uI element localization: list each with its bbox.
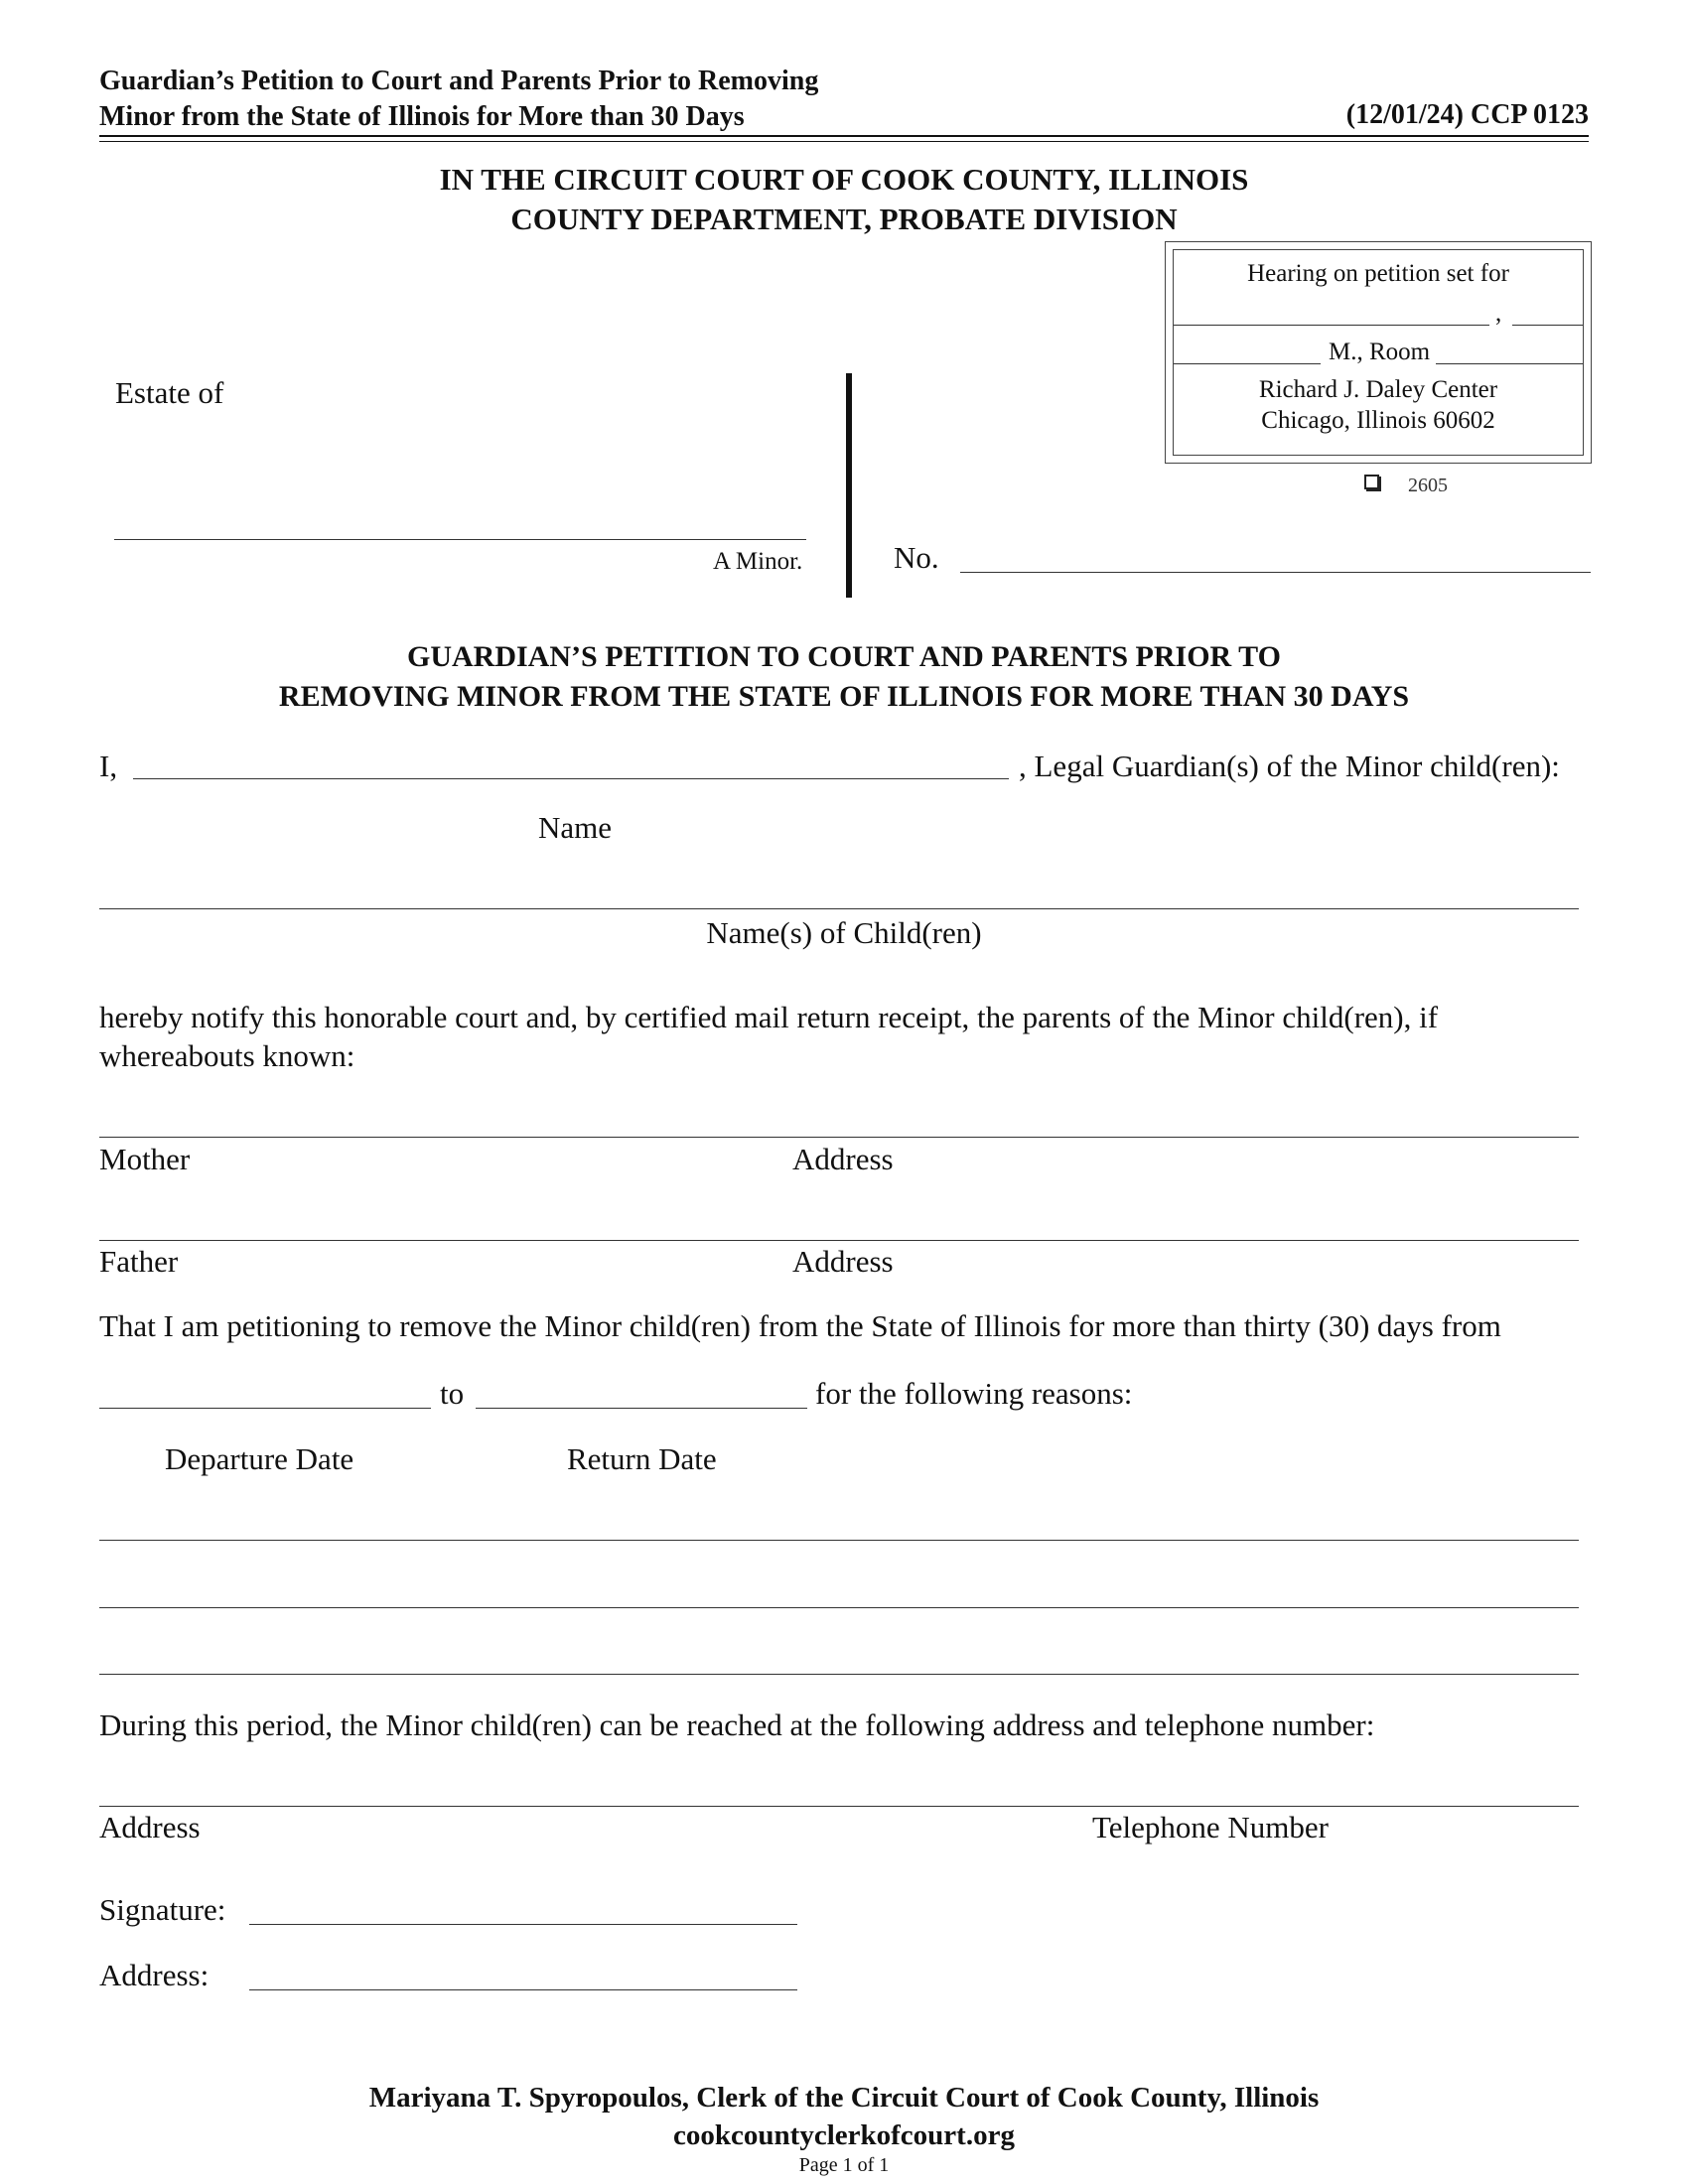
hearing-location-line2: Chicago, Illinois 60602 — [1261, 407, 1495, 434]
document-title-line2: REMOVING MINOR FROM THE STATE OF ILLINOIS FOR MORE THAN 30 DAYS — [278, 680, 1410, 713]
form-header-title-line1: Guardian’s Petition to Court and Parents Prior to Removing — [99, 66, 819, 96]
code-checkbox[interactable] — [1364, 475, 1379, 489]
departure-date-caption: Departure Date — [165, 1441, 354, 1476]
checkbox-code: 2605 — [1408, 475, 1448, 496]
mother-address-label: Address — [792, 1142, 894, 1176]
father-label: Father — [99, 1244, 179, 1279]
signature-label: Signature: — [99, 1892, 226, 1927]
departure-date-field[interactable] — [99, 1408, 431, 1409]
petition-text: That I am petitioning to remove the Minor child(ren) from the State of Illinois for more than thirty (30) days from — [99, 1308, 1501, 1343]
hearing-m-room: M., Room — [1329, 339, 1431, 365]
header-rule-thick — [99, 135, 1589, 137]
minor-name-field[interactable] — [114, 539, 806, 540]
hearing-year-field[interactable] — [1512, 325, 1583, 326]
father-address-label: Address — [792, 1244, 894, 1279]
reason-line-2[interactable] — [99, 1607, 1579, 1608]
form-id: (12/01/24) CCP 0123 — [1345, 99, 1589, 130]
father-field[interactable] — [99, 1240, 1579, 1241]
signature-field[interactable] — [249, 1924, 797, 1925]
footer-page-number: Page 1 of 1 — [798, 2154, 890, 2176]
a-minor-label: A Minor. — [713, 548, 803, 575]
name-caption: Name — [538, 810, 613, 845]
notify-text-line2: whereabouts known: — [99, 1038, 355, 1073]
case-number-field[interactable] — [960, 572, 1591, 573]
reasons-text: for the following reasons: — [815, 1376, 1133, 1411]
caption-divider — [846, 373, 852, 598]
signer-address-field[interactable] — [249, 1989, 797, 1990]
contact-address-field[interactable] — [99, 1806, 1579, 1807]
reached-text: During this period, the Minor child(ren) can be reached at the following address and telephone number: — [99, 1707, 1375, 1742]
form-header-title-line2: Minor from the State of Illinois for More than 30 Days — [99, 101, 745, 132]
children-caption: Name(s) of Child(ren) — [706, 915, 982, 950]
hearing-heading: Hearing on petition set for — [1247, 260, 1509, 287]
document-title-line1: GUARDIAN’S PETITION TO COURT AND PARENTS PRIOR TO — [407, 640, 1281, 673]
court-name-line1: IN THE CIRCUIT COURT OF COOK COUNTY, ILLINOIS — [439, 162, 1249, 197]
hearing-location-line1: Richard J. Daley Center — [1258, 376, 1498, 403]
reason-line-1[interactable] — [99, 1540, 1579, 1541]
signer-address-label: Address: — [99, 1958, 210, 1992]
guardian-name-field[interactable] — [133, 778, 1009, 779]
return-date-caption: Return Date — [567, 1441, 717, 1476]
to-word: to — [440, 1376, 465, 1411]
footer-clerk: Mariyana T. Spyropoulos, Clerk of the Circuit Court of Cook County, Illinois — [368, 2082, 1320, 2114]
form-header-title — [99, 64, 818, 135]
hearing-comma: , — [1495, 300, 1502, 327]
telephone-label: Telephone Number — [1092, 1810, 1329, 1844]
footer-website: cookcountyclerkofcourt.org — [673, 2119, 1015, 2151]
guardian-suffix: , Legal Guardian(s) of the Minor child(ren): — [1019, 749, 1560, 783]
return-date-field[interactable] — [476, 1408, 807, 1409]
mother-field[interactable] — [99, 1137, 1579, 1138]
header-rule-thin — [99, 141, 1589, 142]
court-name-line2: COUNTY DEPARTMENT, PROBATE DIVISION — [510, 202, 1178, 236]
hearing-time-field[interactable] — [1174, 363, 1321, 364]
notify-text-line1: hereby notify this honorable court and, by certified mail return receipt, the parents of the Minor child(ren), if — [99, 1000, 1439, 1034]
case-number-label: No. — [894, 540, 939, 575]
children-names-field[interactable] — [99, 908, 1579, 909]
mother-label: Mother — [99, 1142, 191, 1176]
reason-line-3[interactable] — [99, 1674, 1579, 1675]
estate-of-label: Estate of — [115, 375, 224, 410]
hearing-date-field[interactable] — [1174, 325, 1489, 326]
i-label: I, — [99, 749, 118, 783]
hearing-room-field[interactable] — [1436, 363, 1583, 364]
contact-address-label: Address — [99, 1810, 201, 1844]
